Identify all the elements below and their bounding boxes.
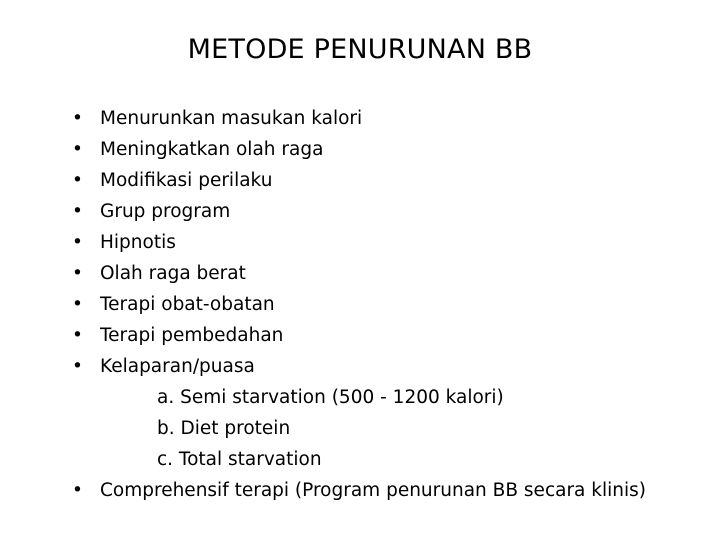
bullet-item (72, 289, 672, 320)
bullet-text: Terapi pembedahan (100, 325, 284, 346)
bullet-text: Menurunkan masukan kalori (100, 108, 363, 129)
bullet-text: Comprehensif terapi (Program penurunan BB secara klinis) (100, 480, 646, 501)
bullet-text: Hipnotis (100, 232, 176, 253)
bullet-text: Kelaparan/puasa (100, 356, 255, 377)
sub-list-item: b. Diet protein (157, 418, 291, 439)
sub-list-container (72, 382, 672, 475)
bullet-list (72, 103, 672, 503)
bullet-text: Grup program (100, 201, 231, 222)
slide-title: METODE PENURUNAN BB (187, 34, 533, 65)
sub-list-item: c. Total starvation (157, 449, 322, 470)
bullet-item (72, 165, 672, 196)
bullet-item (72, 320, 672, 351)
bullet-text: Modifikasi perilaku (100, 170, 273, 191)
bullet-item (72, 227, 672, 258)
bullet-text: Terapi obat-obatan (100, 294, 275, 315)
bullet-dot-icon: • (72, 139, 83, 160)
bullet-text: Meningkatkan olah raga (100, 139, 324, 160)
bullet-dot-icon: • (72, 294, 83, 315)
bullet-dot-icon: • (72, 356, 83, 377)
bullet-dot-icon: • (72, 201, 83, 222)
bullet-item (72, 196, 672, 227)
bullet-dot-icon: • (72, 263, 83, 284)
bullet-dot-icon: • (72, 480, 83, 501)
bullet-dot-icon: • (72, 325, 83, 346)
sub-list (72, 382, 672, 475)
bullet-dot-icon: • (72, 108, 83, 129)
bullet-item (72, 134, 672, 165)
bullet-item (72, 103, 672, 134)
bullet-dot-icon: • (72, 170, 83, 191)
bullet-item (72, 479, 672, 503)
bullet-text: Olah raga berat (100, 263, 246, 284)
bullet-dot-icon: • (72, 232, 83, 253)
bullet-item (72, 258, 672, 289)
sub-list-item: a. Semi starvation (500 - 1200 kalori) (157, 387, 504, 408)
bullet-item (72, 351, 672, 382)
